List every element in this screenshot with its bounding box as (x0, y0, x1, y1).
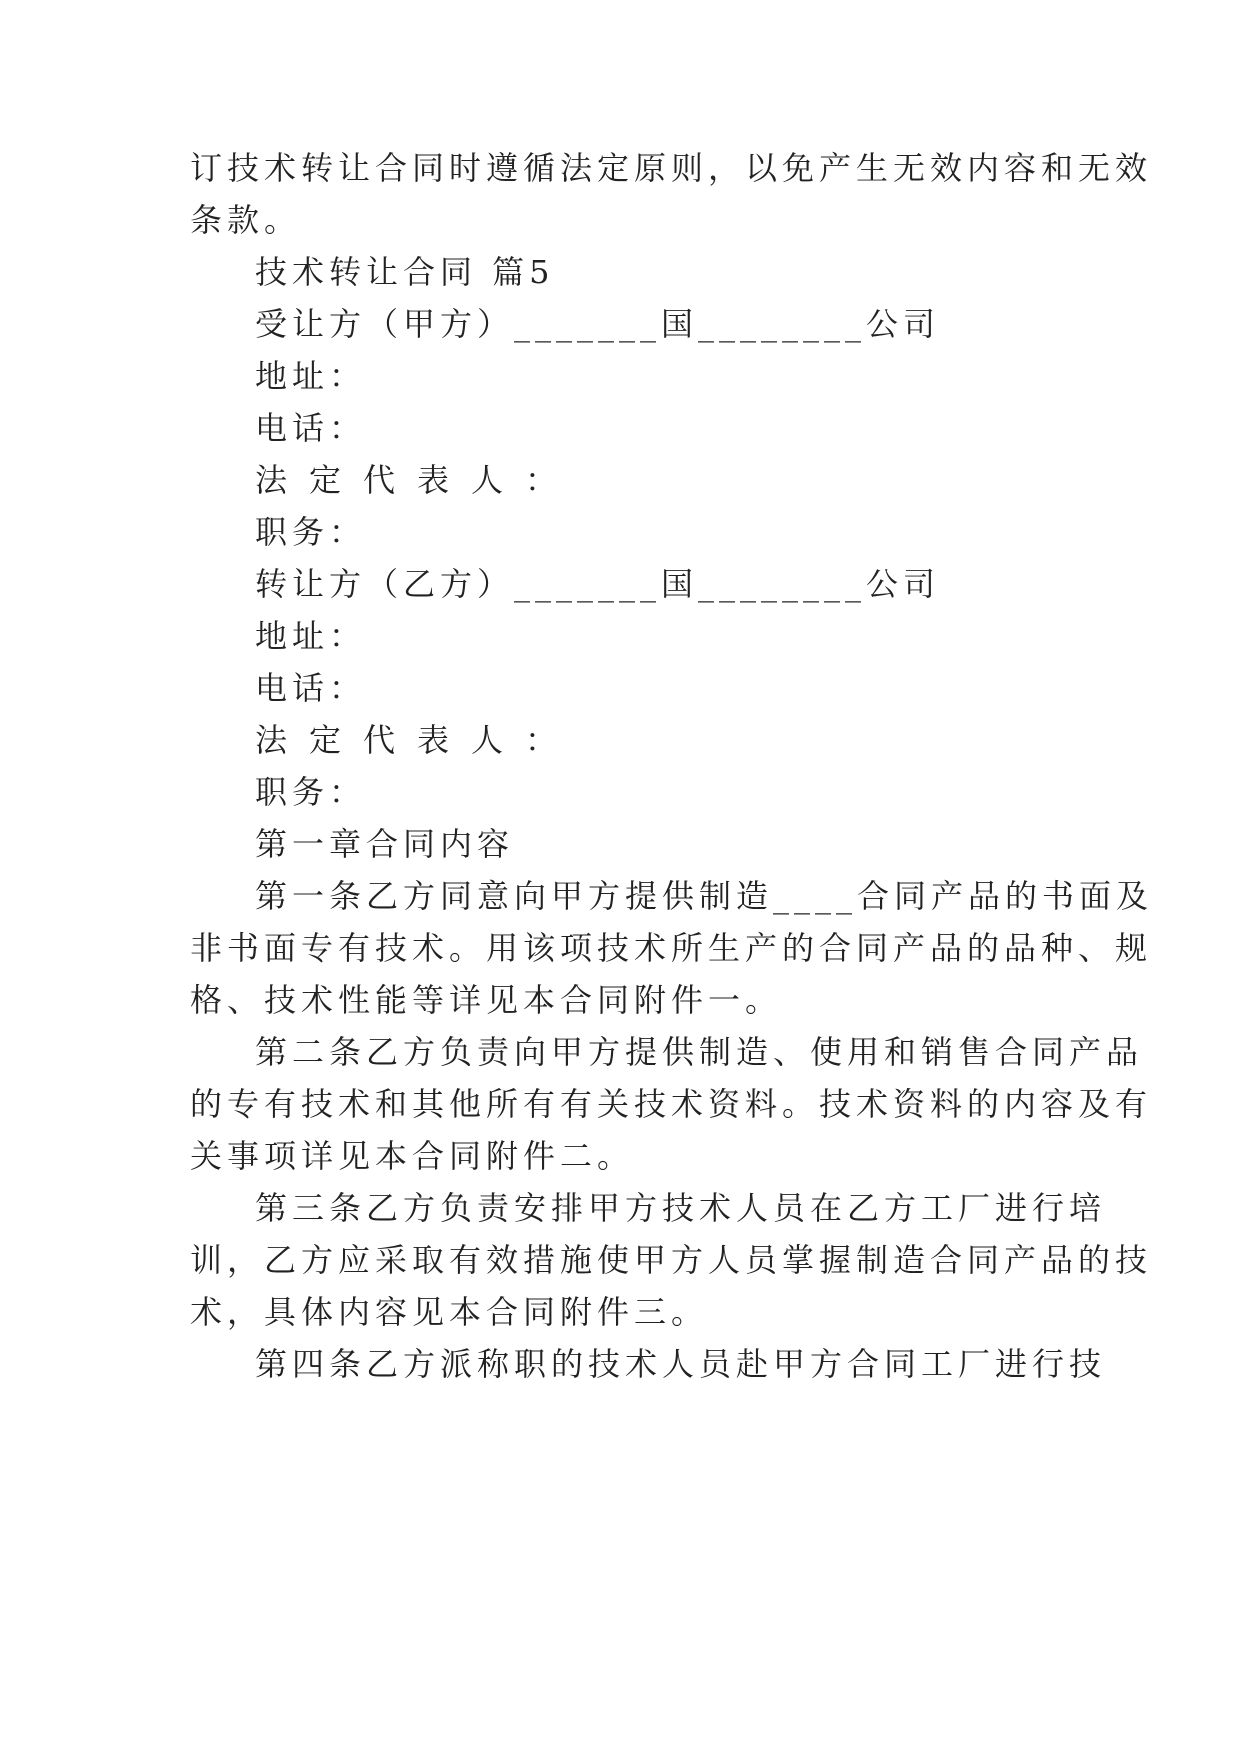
article-3-line: 第三条乙方负责安排甲方技术人员在乙方工厂进行培 (255, 1189, 1107, 1227)
article-2-line: 的专有技术和其他所有有关技术资料。技术资料的内容及有 (190, 1085, 1153, 1123)
party-b-name-field: 转让方（乙方）_______国________公司 (255, 565, 941, 603)
party-a-phone-label: 电话： (255, 409, 367, 447)
body-text-line: 订技术转让合同时遵循法定原则，以免产生无效内容和无效 (190, 149, 1153, 187)
party-a-position-label: 职务： (255, 513, 367, 551)
party-a-legal-rep-label: 法定代表人： (255, 461, 580, 499)
section-heading: 技术转让合同 篇5 (255, 253, 555, 291)
party-b-address-label: 地址： (255, 617, 367, 655)
article-1-line: 第一条乙方同意向甲方提供制造____合同产品的书面及 (255, 877, 1154, 915)
party-b-legal-rep-label: 法定代表人： (255, 721, 580, 759)
party-a-address-label: 地址： (255, 357, 367, 395)
article-3-line: 术，具体内容见本合同附件三。 (190, 1293, 709, 1331)
party-b-position-label: 职务： (255, 773, 367, 811)
article-2-line: 关事项详见本合同附件二。 (190, 1137, 635, 1175)
article-4-line: 第四条乙方派称职的技术人员赴甲方合同工厂进行技 (255, 1345, 1107, 1383)
article-1-line: 非书面专有技术。用该项技术所生产的合同产品的品种、规 (190, 929, 1153, 967)
article-1-line: 格、技术性能等详见本合同附件一。 (190, 981, 783, 1019)
article-3-line: 训，乙方应采取有效措施使甲方人员掌握制造合同产品的技 (190, 1241, 1153, 1279)
party-b-phone-label: 电话： (255, 669, 367, 707)
article-2-line: 第二条乙方负责向甲方提供制造、使用和销售合同产品 (255, 1033, 1144, 1071)
chapter-heading: 第一章合同内容 (255, 825, 515, 863)
party-a-name-field: 受让方（甲方）_______国________公司 (255, 305, 941, 343)
body-text-line: 条款。 (190, 201, 302, 239)
